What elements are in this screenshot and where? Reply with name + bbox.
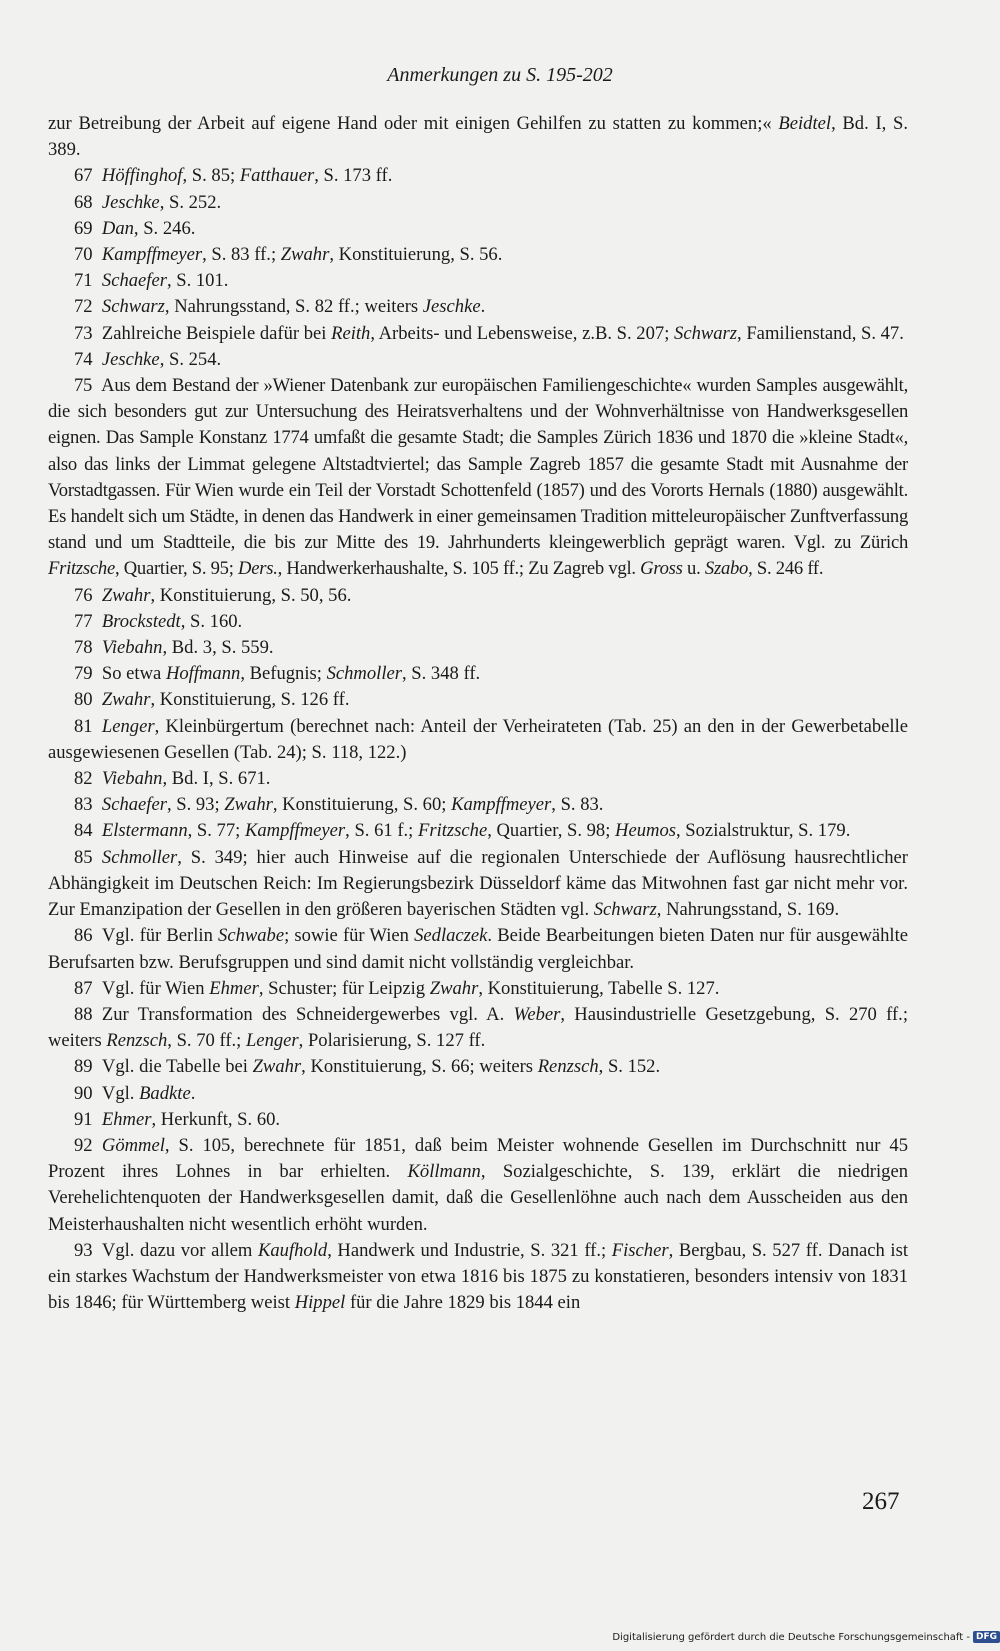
cited-author: Elstermann	[101, 820, 188, 842]
note-text: , Hausindustrielle Gesetzgebung, S. 270 ff.; weiters	[48, 1003, 908, 1052]
footnote-number: 76	[74, 584, 93, 606]
footnote-number: 91	[74, 1108, 93, 1130]
cited-author: Kampffmeyer	[101, 244, 203, 266]
footnote-number: 68	[74, 191, 93, 213]
footnote-84	[48, 818, 908, 844]
footnote-number: 77	[74, 610, 93, 632]
cited-author: Hoffmann	[165, 663, 241, 685]
footnote-78	[48, 635, 908, 661]
note-text: , Bd. I, S. 671.	[162, 768, 271, 790]
note-text: Zahlreiche Beispiele dafür bei	[101, 322, 332, 344]
note-text: , Handwerkerhaushalte, S. 105 ff.; Zu Zagreb vgl.	[277, 558, 641, 580]
cited-author: Ehmer	[101, 1108, 152, 1130]
footnote-number: 73	[74, 322, 93, 344]
footnote-number: 89	[74, 1056, 93, 1078]
cited-author: Kampffmeyer	[244, 820, 346, 842]
footnote-number: 88	[74, 1003, 93, 1025]
note-text: , Quartier, S. 98;	[487, 820, 616, 842]
cited-author: Sedlaczek	[414, 925, 488, 947]
footnote-86	[48, 923, 908, 975]
note-text: , Konstituierung, Tabelle S. 127.	[478, 977, 720, 999]
cited-author: Ders.	[238, 558, 278, 580]
credit-text: Digitalisierung gefördert durch die Deutsche Forschungsgemeinschaft -	[612, 1631, 970, 1643]
cited-author: Jeschke	[101, 191, 160, 213]
footnote-number: 72	[74, 296, 93, 318]
note-text: , S. 101.	[166, 270, 229, 292]
cited-author: Viebahn	[101, 768, 163, 790]
footnote-number: 81	[74, 715, 93, 737]
note-text: , Konstituierung, S. 126 ff.	[150, 689, 350, 711]
note-text: Aus dem Bestand der »Wiener Datenbank zur europäischen Familiengeschichte« wurden Samples ausgewählt, die sich besonders gut zur Untersuchung des Heiratsverhaltens und der Wohnverhältnisse von Handwerksgesellen eignen. Das Sample Konstanz 1774 umfaßt die gesamte Stadt; die Samples Zürich 1836 und 1870 die »kleine Stadt«, also das links der Limmat gelegene Altstadtviertel; das Sample Zagreb 1857 die gesamte Stadt mit Ausnahme der Vorstadtgassen. Für Wien wurde ein Teil der Vorstadt Schottenfeld (1857) und des Vororts Hernals (1880) ausgewählt. Es handelt sich um Städte, in denen das Handwerk in einer gemeinsamen Tradition mitteleuropäischer Zunftverfassung stand und um Stadtteile, die bis zur Mitte des 19. Jahrhunderts kleingewerblich geprägt waren. Vgl. zu Zürich	[48, 375, 908, 554]
note-text: , S. 152.	[598, 1056, 661, 1078]
note-text: , S. 252.	[159, 191, 222, 213]
cited-author: Zwahr	[101, 584, 151, 606]
page-number: 267	[862, 1488, 900, 1515]
footnote-number: 79	[74, 663, 93, 685]
note-text: .	[480, 296, 486, 318]
cited-author: Höffinghof	[101, 165, 183, 187]
footnote-75	[48, 373, 908, 583]
running-header: Anmerkungen zu S. 195-202	[387, 64, 613, 86]
note-text: , Bd. 3, S. 559.	[162, 637, 274, 659]
footnote-number: 80	[74, 689, 93, 711]
note-text: , S. 254.	[159, 348, 222, 370]
note-text: , Herkunft, S. 60.	[151, 1108, 281, 1130]
footnote-number: 70	[74, 244, 93, 266]
cited-author: Schwarz	[674, 322, 738, 344]
footnote-90	[48, 1081, 908, 1107]
footnote-79	[48, 661, 908, 687]
note-text: , Kleinbürgertum (berechnet nach: Anteil der Verheirateten (Tab. 25) an den in der Gewerbetabelle ausgewiesenen Gesellen (Tab. 24); S. 118, 122.)	[48, 715, 908, 763]
digitization-credit	[612, 1631, 1000, 1643]
note-text: Zur Transformation des Schneidergewerbes vgl. A.	[101, 1003, 514, 1025]
note-text: , S. 77;	[187, 820, 245, 842]
cited-author: Schmoller	[326, 663, 402, 685]
note-text: ; sowie für Wien	[284, 925, 415, 947]
footnote-77	[48, 609, 908, 635]
cited-author: Renzsch	[537, 1056, 599, 1078]
cited-author: Renzsch	[106, 1030, 168, 1052]
cited-author: Szabo	[704, 558, 749, 580]
footnote-number: 85	[74, 846, 93, 868]
footnote-number: 69	[74, 217, 93, 239]
note-text: .	[190, 1082, 196, 1104]
note-text: , Polarisierung, S. 127 ff.	[298, 1030, 486, 1052]
cited-author: Reith	[331, 322, 371, 344]
footnote-number: 92	[74, 1134, 93, 1156]
note-text: , Quartier, S. 95;	[114, 558, 239, 580]
note-text: für die Jahre 1829 bis 1844 ein	[345, 1292, 581, 1314]
note-text: , Konstituierung, S. 66; weiters	[301, 1056, 538, 1078]
cited-author: Brockstedt	[101, 610, 181, 632]
note-text: Vgl. für Wien	[101, 977, 210, 999]
note-text: , S. 61 f.;	[345, 820, 418, 842]
footnote-81	[48, 714, 908, 766]
cited-author: Zwahr	[252, 1056, 302, 1078]
note-text: Vgl. für Berlin	[101, 925, 219, 947]
cited-author: Fatthauer	[239, 165, 315, 187]
cited-author: Jeschke	[422, 296, 481, 318]
note-text: , Nahrungsstand, S. 169.	[656, 899, 840, 921]
cited-author: Fritzsche	[48, 558, 115, 580]
note-text: , Schuster; für Leipzig	[258, 977, 430, 999]
cited-author: Schaefer	[101, 270, 167, 292]
cited-author: Zwahr	[280, 244, 330, 266]
footnote-91	[48, 1107, 908, 1133]
note-text: zur Betreibung der Arbeit auf eigene Hand oder mit einigen Gehilfen zu statten zu kommen;«	[48, 113, 779, 134]
footnote-number: 90	[74, 1082, 93, 1104]
footnote-76	[48, 583, 908, 609]
cited-author: Schmoller	[101, 846, 178, 868]
footnote-73	[48, 321, 908, 347]
cited-author: Zwahr	[429, 977, 479, 999]
footnote-83	[48, 792, 908, 818]
note-text: Vgl.	[101, 1082, 140, 1104]
cited-author: Lenger	[245, 1030, 299, 1052]
footnote-number: 71	[74, 270, 93, 292]
footnote-number: 93	[74, 1239, 93, 1261]
note-text: Vgl. dazu vor allem	[101, 1239, 258, 1261]
note-text: , Sozialstruktur, S. 179.	[676, 820, 851, 842]
note-text: , Konstituierung, S. 56.	[329, 244, 503, 266]
note-text: , Familienstand, S. 47.	[737, 322, 904, 344]
note-text: , Nahrungsstand, S. 82 ff.; weiters	[164, 296, 423, 318]
footnote-70	[48, 242, 908, 268]
note-text: , S. 83 ff.;	[202, 244, 281, 266]
cited-author: Zwahr	[224, 794, 273, 816]
cited-author: Heumos	[615, 820, 676, 842]
footnote-92	[48, 1133, 908, 1238]
note-text: , S. 70 ff.;	[167, 1030, 246, 1052]
footnote-number: 78	[74, 637, 93, 659]
footnote-number: 67	[74, 165, 93, 187]
note-text: , S. 349; hier auch Hinweise auf die regionalen Unterschiede der Auflösung hausrechtlicher Abhängigkeit im Deutschen Reich: Im Regierungsbezirk Düsseldorf käme das Mitwohnen fast gar nicht mehr vor. Zur Emanzipation der Gesellen in den größeren bayerischen Städten vgl.	[48, 846, 908, 921]
note-text: , Konstituierung, S. 60;	[272, 794, 452, 816]
cited-author: Hippel	[294, 1292, 346, 1314]
note-text: , Konstituierung, S. 50, 56.	[150, 584, 352, 606]
note-text: . Beide Bearbeitungen bieten Daten nur für ausgewählte Berufsarten bzw. Berufsgruppen und sind damit nicht vollständig vergleichbar.	[48, 925, 909, 973]
note-text: , S. 105, berechnete für 1851, daß beim Meister wohnende Gesellen im Durchschnitt nur 45 Prozent ihres Lohnes in bar erhielten.	[48, 1134, 908, 1183]
footnote-67	[48, 163, 908, 189]
cited-author: Köllmann	[407, 1161, 481, 1183]
footnote-85	[48, 845, 908, 924]
cited-author: Zwahr	[101, 689, 151, 711]
footnote-68	[48, 190, 908, 216]
note-text: , Handwerk und Industrie, S. 321 ff.;	[327, 1239, 612, 1261]
note-text: , Bergbau, S. 527 ff. Danach ist ein starkes Wachstum der Handwerksmeister von etwa 1816 bis 1875 zu konstatieren, besonders intensiv von 1831 bis 1846; für Württemberg weist	[48, 1239, 908, 1314]
footnote-88	[48, 1002, 908, 1054]
continuation-paragraph	[48, 111, 908, 163]
cited-author: Kaufhold	[257, 1239, 328, 1261]
dfg-logo: DFG	[973, 1631, 1000, 1643]
cited-author: Schwarz	[593, 899, 657, 921]
cited-author: Fischer	[611, 1239, 669, 1261]
footnote-number: 86	[74, 925, 93, 947]
cited-author: Gömmel	[101, 1134, 165, 1156]
footnote-71	[48, 268, 908, 294]
cited-author: Beidtel	[778, 113, 832, 134]
note-text: , Sozialgeschichte, S. 139, erklärt die niedrigen Verehelichtenquoten der Handwerksgesellen damit, daß die Gesellenlöhne auch nach dem Ausscheiden aus den Meisterhaushalten nicht wesentlich erhöht wurden.	[48, 1161, 908, 1235]
note-text: , S. 246.	[133, 217, 196, 239]
footnote-80	[48, 687, 908, 713]
footnote-87	[48, 976, 908, 1002]
note-text: , Arbeits- und Lebensweise, z.B. S. 207;	[370, 322, 675, 344]
note-text: , S. 246 ff.	[748, 558, 824, 580]
note-text: , S. 160.	[180, 610, 243, 632]
note-text: , S. 83.	[551, 794, 604, 816]
cited-author: Kampffmeyer	[451, 794, 552, 816]
footnote-number: 74	[74, 348, 93, 370]
note-text: , Bd. I, S. 389.	[48, 113, 908, 161]
cited-author: Lenger	[101, 715, 155, 737]
footnote-number: 75	[74, 375, 93, 397]
footnote-69	[48, 216, 908, 242]
cited-author: Schwarz	[101, 296, 165, 318]
cited-author: Viebahn	[101, 637, 163, 659]
cited-author: Badkte	[139, 1082, 191, 1104]
footnote-number: 84	[74, 820, 93, 842]
footnote-82	[48, 766, 908, 792]
cited-author: Schaefer	[101, 794, 167, 816]
cited-author: Gross	[640, 558, 683, 580]
note-text: Vgl. die Tabelle bei	[101, 1056, 253, 1078]
footnotes-block	[48, 111, 908, 1316]
note-text: So etwa	[101, 663, 166, 685]
cited-author: Schwabe	[218, 925, 285, 947]
footnote-number: 83	[74, 794, 93, 816]
cited-author: Jeschke	[101, 348, 160, 370]
note-text: , S. 85;	[182, 165, 240, 187]
footnote-72	[48, 294, 908, 320]
cited-author: Ehmer	[209, 977, 259, 999]
footnote-89	[48, 1054, 908, 1080]
note-text: , S. 173 ff.	[314, 165, 393, 187]
note-text: , S. 93;	[166, 794, 225, 816]
cited-author: Dan	[101, 217, 134, 239]
note-text: , S. 348 ff.	[401, 663, 481, 685]
cited-author: Fritzsche	[418, 820, 488, 842]
footnote-74	[48, 347, 908, 373]
note-text: u.	[682, 558, 705, 580]
note-text: , Befugnis;	[240, 663, 327, 685]
footnote-number: 87	[74, 977, 93, 999]
footnote-number: 82	[74, 768, 93, 790]
cited-author: Weber	[513, 1003, 561, 1025]
footnote-93	[48, 1238, 908, 1317]
